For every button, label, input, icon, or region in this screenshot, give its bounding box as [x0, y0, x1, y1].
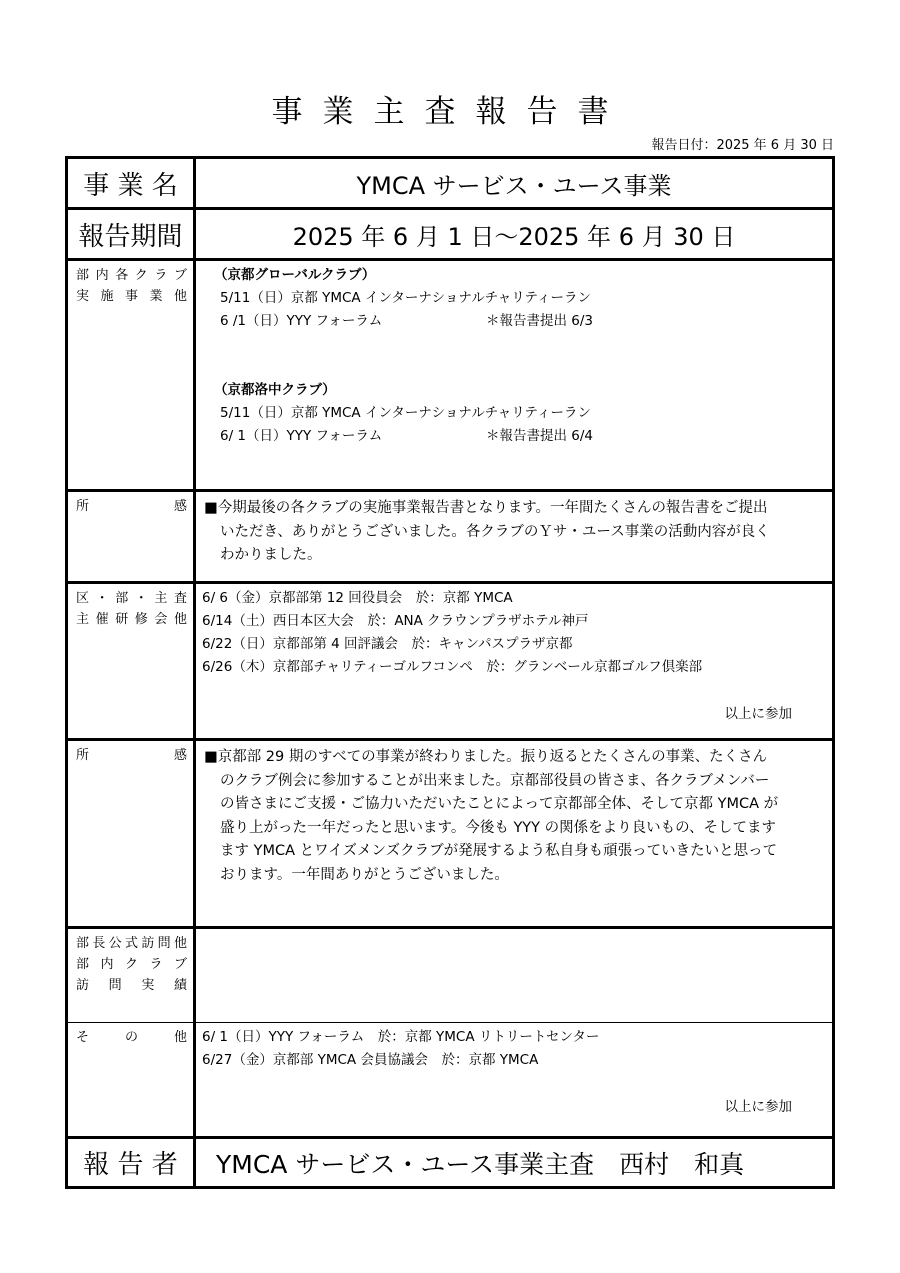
row-club-events [68, 261, 832, 492]
district-events-content [196, 584, 832, 679]
list-item [206, 425, 824, 448]
event-text: 6 /1（日）YYY フォーラム [220, 313, 383, 329]
others-content [196, 1023, 832, 1072]
club-events-content [196, 261, 832, 448]
list-item [206, 310, 824, 333]
club-events-label [68, 261, 193, 307]
attended-note: 以上に参加 [724, 1099, 792, 1115]
visits-content [196, 929, 832, 1022]
list-item: 6/ 6（金）京都部第 12 回役員会 於：京都 YMCA [202, 590, 513, 606]
impression-label: 所 感 [76, 499, 187, 514]
list-item: 6/22（日）京都部第 4 回評議会 於：キャンパスプラザ京都 [202, 636, 573, 652]
report-period-value: 2025 年 6 月 1 日～2025 年 6 月 30 日 [292, 222, 736, 251]
others-label: そ の 他 [76, 1030, 187, 1045]
event-text: 5/11（日）京都 YMCA インターナショナルチャリティーラン [220, 405, 591, 421]
report-note: ＊報告書提出 6/3 [486, 313, 594, 329]
row-others [68, 1023, 832, 1139]
list-item [206, 287, 824, 310]
report-note: ＊報告書提出 6/4 [486, 428, 594, 444]
row-project-name [68, 159, 832, 210]
row-reporter [68, 1139, 832, 1186]
club-name: （京都グローバルクラブ） [214, 267, 376, 283]
event-text: 6/ 1（日）YYY フォーラム [220, 428, 383, 444]
list-item [206, 402, 824, 425]
document-title: 事業主査報告書 [271, 94, 629, 130]
row-report-period [68, 210, 832, 261]
row-impression-2 [68, 741, 832, 929]
report-table [65, 156, 835, 1189]
district-events-label: 区・部・主査 主催研修会他 [76, 591, 187, 627]
row-district-events [68, 584, 832, 741]
row-visits [68, 929, 832, 1023]
impression-text: ■京都部 29 期のすべての事業が終わりました。振り返るとたくさんの事業、たくさん のクラブ例会に参加することが出来ました。京都部役員の皆さま、各クラブメンバー の皆さまにご支援・ご協力いただいたことによって京都部全体、そして京都 YMCA が 盛り上がった一年だったと思います。今後も YYY の関係をより良いもの、そしてます ます YMCA とワイズメンズクラブが発展するよう私自身も頑張っていきたいと思って おります。一年間ありがとうございました。 [204, 749, 779, 883]
club-events-label-line1: 部内各クラブ [76, 268, 187, 283]
club-name: （京都洛中クラブ） [214, 382, 336, 398]
visits-label: 部長公式訪問他 部内クラブ 訪問実績 [76, 936, 187, 993]
event-text: 5/11（日）京都 YMCA インターナショナルチャリティーラン [220, 290, 591, 306]
project-name-value: YMCA サービス・ユース事業 [356, 171, 672, 200]
club-events-label-line2: 実施事業他 [76, 289, 187, 304]
project-name-label: 事 業 名 [83, 170, 178, 201]
list-item: 6/14（土）西日本区大会 於：ANA クラウンプラザホテル神戸 [202, 613, 589, 629]
report-period-label: 報告期間 [78, 221, 183, 252]
list-item: 6/26（木）京都部チャリティーゴルフコンペ 於：グランベール京都ゴルフ倶楽部 [202, 659, 703, 675]
reporter-label: 報 告 者 [83, 1150, 178, 1180]
impression-label: 所 感 [76, 748, 187, 763]
list-item: 6/ 1（日）YYY フォーラム 於：京都 YMCA リトリートセンター [202, 1029, 600, 1045]
impression-text: ■今期最後の各クラブの実施事業報告書となります。一年間たくさんの報告書をご提出 いただき、ありがとうございました。各クラブのＹサ・ユース事業の活動内容が良く わかりました。 [204, 500, 770, 563]
reporter-value: YMCA サービス・ユース事業主査 西村 和真 [216, 1149, 745, 1179]
list-item: 6/27（金）京都部 YMCA 会員協議会 於：京都 YMCA [202, 1052, 539, 1068]
attended-note: 以上に参加 [724, 706, 792, 722]
row-impression-1 [68, 492, 832, 584]
report-date: 報告日付：2025 年 6 月 30 日 [651, 138, 834, 153]
